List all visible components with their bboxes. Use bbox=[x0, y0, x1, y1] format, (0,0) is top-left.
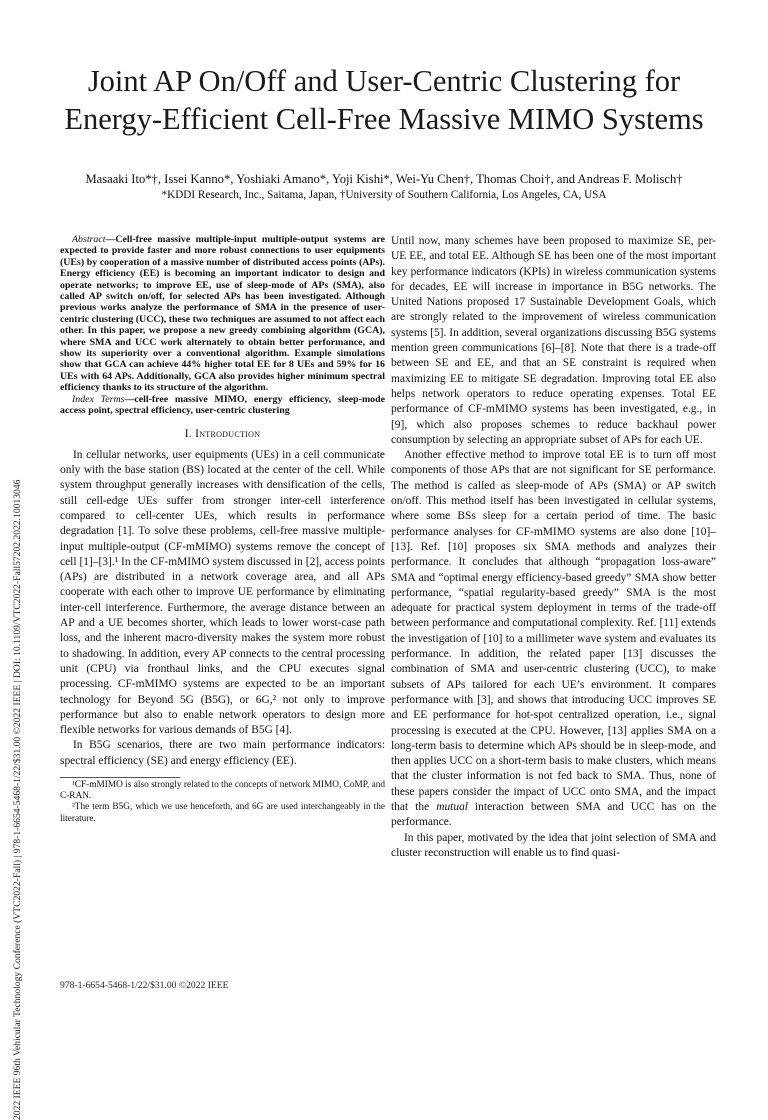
affiliations: *KDDI Research, Inc., Saitama, Japan, †University of Southern California, Los Angeles, CA, USA bbox=[161, 189, 607, 201]
footnote-1: ¹CF-mMIMO is also strongly related to the concepts of network MIMO, CoMP, and C-RAN. bbox=[60, 780, 385, 802]
intro-paragraph-1: In cellular networks, user equipments (UEs) in a cell communicate only with the base station (BS) located at the center of the cell. While system throughput generally increases with densification of the cells, still cell-edge UEs suffer from stronger inter-cell interference compared to cell-center UEs, which results in performance degradation [1]. To solve these problems, cell-free massive multiple-input multiple-output (CF-mMIMO) systems remove the concept of cell [1]–[3].¹ In the CF-mMIMO system discussed in [2], access points (APs) are distributed in a network coverage area, and all APs cooperate with each other to improve UE performance by eliminating inter-cell interference. Furthermore, the average distance between an AP and a UE becomes shorter, which leads to lower worst-case path loss, and the inherent macro-diversity makes the system more robust to shadowing. In addition, every AP connects to the central processing unit (CPU) via fronthaul links, and the CPU executes signal processing. CF-mMIMO systems are expected to be an important technology for Beyond 5G (B5G), or 6G,² not only to improve performance but also to enable network operators to design more flexible networks for various demands of B5G [4]. bbox=[60, 448, 385, 737]
right-column bbox=[391, 234, 716, 861]
right-paragraph-2-tail: interaction between SMA and UCC has on the performance. bbox=[391, 800, 717, 829]
section-heading-introduction: I. Introduction bbox=[184, 427, 261, 440]
side-doi-note: 2022 IEEE 96th Vehicular Technology Conference (VTC2022-Fall) | 978-1-6654-5468-1/22/$31.00 ©2022 IEEE | DOI: 10.1109/VTC2022-Fall57202.2022.10013046 bbox=[12, 479, 23, 1120]
index-terms bbox=[60, 394, 385, 417]
index-terms-label: Index Terms bbox=[72, 393, 125, 405]
emphasis-mutual: mutual bbox=[436, 800, 468, 813]
abstract-label: Abstract bbox=[72, 234, 106, 245]
paper-title bbox=[40, 62, 728, 138]
title-line-2: Energy-Efficient Cell-Free Massive MIMO Systems bbox=[64, 102, 704, 136]
isbn-footer: 978-1-6654-5468-1/22/$31.00 ©2022 IEEE bbox=[60, 980, 229, 991]
right-paragraph-1: Until now, many schemes have been proposed to maximize SE, per-UE EE, and total EE. Although SE has been one of the most important key performance indicators (KPIs) in wireless communication systems for decades, EE will increase in importance in B5G networks. The United Nations proposed 17 Sustainable Development Goals, which are strongly related to the improvement of wireless communication systems [5]. In addition, several organizations discussing B5G systems mention green communications [6]–[8]. Note that there is a trade-off between SE and EE, and that an SE constraint is required when maximizing EE to mitigate SE degradation. Improving total EE also helps network operators to reduce operating expenses. Total EE performance of CF-mMIMO systems has been investigated, e.g., in [9], which also proposes schemes to reduce backhaul power consumption by selecting an appropriate subset of APs for each UE. bbox=[391, 235, 716, 446]
left-column bbox=[60, 234, 385, 825]
title-line-1: Joint AP On/Off and User-Centric Clustering for bbox=[87, 64, 681, 98]
right-paragraph-2 bbox=[391, 448, 716, 830]
right-paragraph-2-text: Another effective method to improve total EE is to turn off most components of those APs that are not significant for SE performance. The method is called as sleep-mode of APs (SMA) or AP switch on/off. This method itself has been investigated in cellular systems, where some BSs sleep for a certain period of time. The basic performance analyses for CF-mMIMO systems are also done [10]–[13]. Ref. [10] proposes six SMA methods and analyzes their performance. It concludes that although “propagation loss-aware” SMA and “optimal energy efficiency-based greedy” SMA show better performance, “spatial regularity-based greedy” SMA is the most adequate for practical system deployment in terms of the trade-off between performance and computational complexity. Ref. [11] extends the investigation of [10] to a millimeter wave system and evaluates its performance. In addition, the related paper [13] discusses the combination of SMA and user-centric clustering (UCC), to make subsets of APs tailored for each UE’s environment. It compares performance with [3], and shows that introducing UCC improves SE and EE performance for hot-spot centralized operation, i.e., signal processing is executed at the CPU. However, [13] applies SMA on a long-term basis to determine which APs should be in sleep-mode, and then applies UCC on a short-term basis to make clusters, which means that the cluster information is not fed back to SMA. Thus, none of these papers consider the impact of UCC onto SMA, and the impact that the bbox=[391, 449, 716, 813]
right-paragraph-3: In this paper, motivated by the idea that joint selection of SMA and cluster reconstruction will enable us to find quasi- bbox=[391, 831, 716, 859]
index-terms-text: —cell-free massive MIMO, energy efficiency, sleep-mode access point, spectral efficiency, user-centric clustering bbox=[60, 393, 385, 417]
footnote-2: ²The term B5G, which we use henceforth, and 6G are used interchangeably in the literature. bbox=[60, 802, 385, 824]
abstract bbox=[60, 234, 385, 394]
abstract-text: —Cell-free massive multiple-input multiple-output systems are expected to provide faster and more robust connections to user equipments (UEs) by cooperation of a massive number of distributed access points (APs). Energy efficiency (EE) is becoming an important indicator to design and operate networks; to improve EE, use of sleep-mode of APs (SMA), also called AP switch on/off, for selected APs has been investigated. Although previous works analyze the performance of SMA in the presence of user-centric clustering (UCC), these two techniques are assumed to not affect each other. In this paper, we propose a new greedy combining algorithm (GCA), where SMA and UCC work alternately to obtain better performance, and show its superiority over a conventional algorithm. Example simulations show that GCA can achieve 44% higher total EE for 8 UEs and 59% for 16 UEs with 64 APs. Additionally, GCA also provides higher minimum spectral efficiency thanks to its structure of the algorithm. bbox=[60, 234, 385, 394]
author-list: Masaaki Ito*†, Issei Kanno*, Yoshiaki Amano*, Yoji Kishi*, Wei-Yu Chen†, Thomas Choi†, and Andreas F. Molisch† bbox=[85, 172, 683, 186]
intro-paragraph-2: In B5G scenarios, there are two main performance indicators: spectral efficiency (SE) and energy efficiency (EE). bbox=[60, 739, 385, 767]
